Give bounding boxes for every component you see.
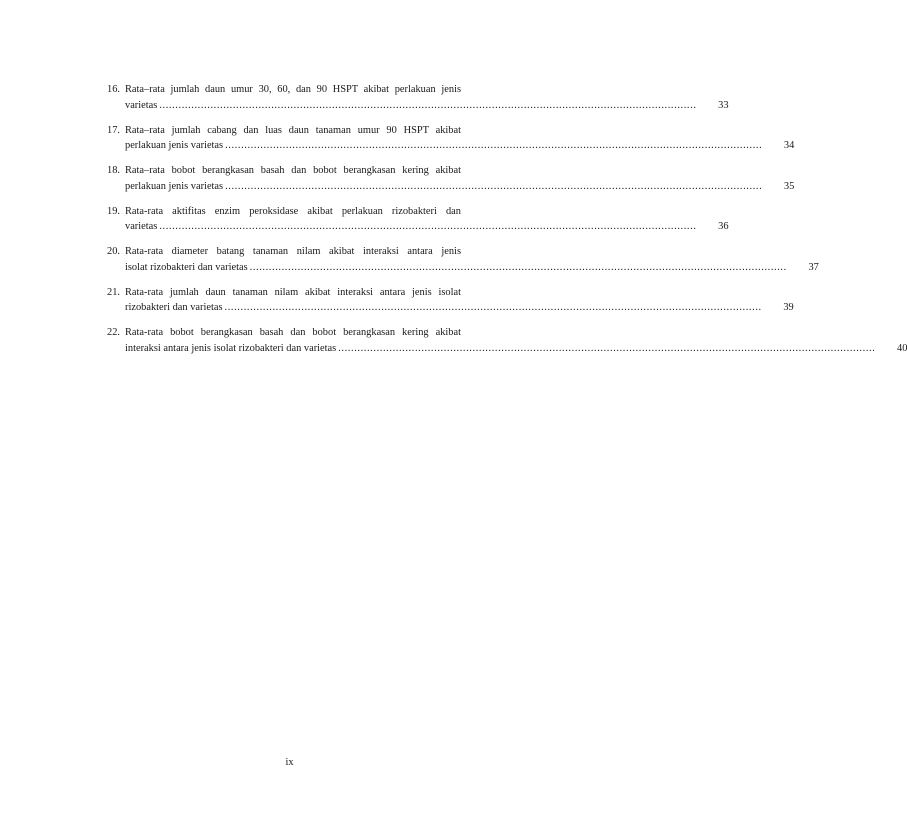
dot-leader — [250, 260, 787, 276]
toc-entry-18 — [107, 163, 795, 194]
entry-page-number: 34 — [783, 140, 795, 151]
page-footer-number: ix — [285, 757, 294, 768]
entry-title-line2: rizobakteri dan varietas — [125, 302, 223, 313]
entry-page-number: 39 — [783, 302, 794, 313]
entry-title-line2: perlakuan jenis varietas — [125, 180, 224, 192]
entry-title-line2: varietas — [125, 221, 158, 232]
dot-leader — [225, 138, 762, 154]
toc-entry-16 — [107, 82, 729, 113]
dot-leader — [338, 341, 875, 357]
entry-title-line2: varietas — [125, 99, 158, 111]
dot-leader — [225, 179, 762, 195]
entry-page-number: 35 — [783, 180, 795, 192]
entry-title-line1: Rata-rata diameter batang tanaman nilam akibat interaksi antara jenis — [125, 246, 461, 257]
entry-title-line2: isolat rizobakteri dan varietas — [125, 261, 248, 273]
entry-title-line1: Rata-rata aktifitas enzim peroksidase akibat perlakuan rizobakteri dan — [125, 205, 461, 217]
table-of-contents — [107, 82, 907, 366]
dot-leader — [159, 219, 696, 235]
entry-number: 20. — [107, 246, 120, 257]
toc-entry-19 — [107, 204, 729, 235]
entry-title-line1: Rata–rata jumlah daun umur 30, 60, dan 90 HSPT akibat perlakuan jenis — [125, 84, 461, 95]
entry-title-line2: perlakuan jenis varietas — [125, 140, 224, 151]
entry-page-number: 33 — [718, 99, 729, 111]
entry-page-number: 37 — [808, 261, 819, 273]
toc-entry-17 — [107, 123, 795, 154]
entry-title-line2: interaksi antara jenis isolat rizobakteri dan varietas — [125, 342, 337, 354]
toc-entry-21 — [107, 285, 794, 316]
entry-number: 16. — [107, 84, 120, 95]
entry-title-line1: Rata-rata jumlah daun tanaman nilam akibat interaksi antara jenis isolat — [125, 286, 461, 298]
entry-page-number: 36 — [718, 221, 729, 232]
entry-number: 17. — [107, 124, 120, 136]
entry-title-line1: Rata–rata bobot berangkasan basah dan bobot berangkasan kering akibat — [125, 165, 461, 176]
entry-page-number: 40 — [897, 342, 907, 354]
entry-number: 19. — [107, 205, 120, 217]
dot-leader — [225, 300, 762, 316]
entry-number: 22. — [107, 327, 120, 338]
toc-entry-22 — [107, 325, 907, 356]
entry-number: 18. — [107, 165, 120, 176]
toc-entry-20 — [107, 244, 819, 275]
entry-title-line1: Rata-rata bobot berangkasan basah dan bobot berangkasan kering akibat — [125, 327, 461, 338]
entry-number: 21. — [107, 286, 120, 298]
dot-leader — [159, 98, 696, 114]
entry-title-line1: Rata–rata jumlah cabang dan luas daun tanaman umur 90 HSPT akibat — [125, 124, 461, 136]
